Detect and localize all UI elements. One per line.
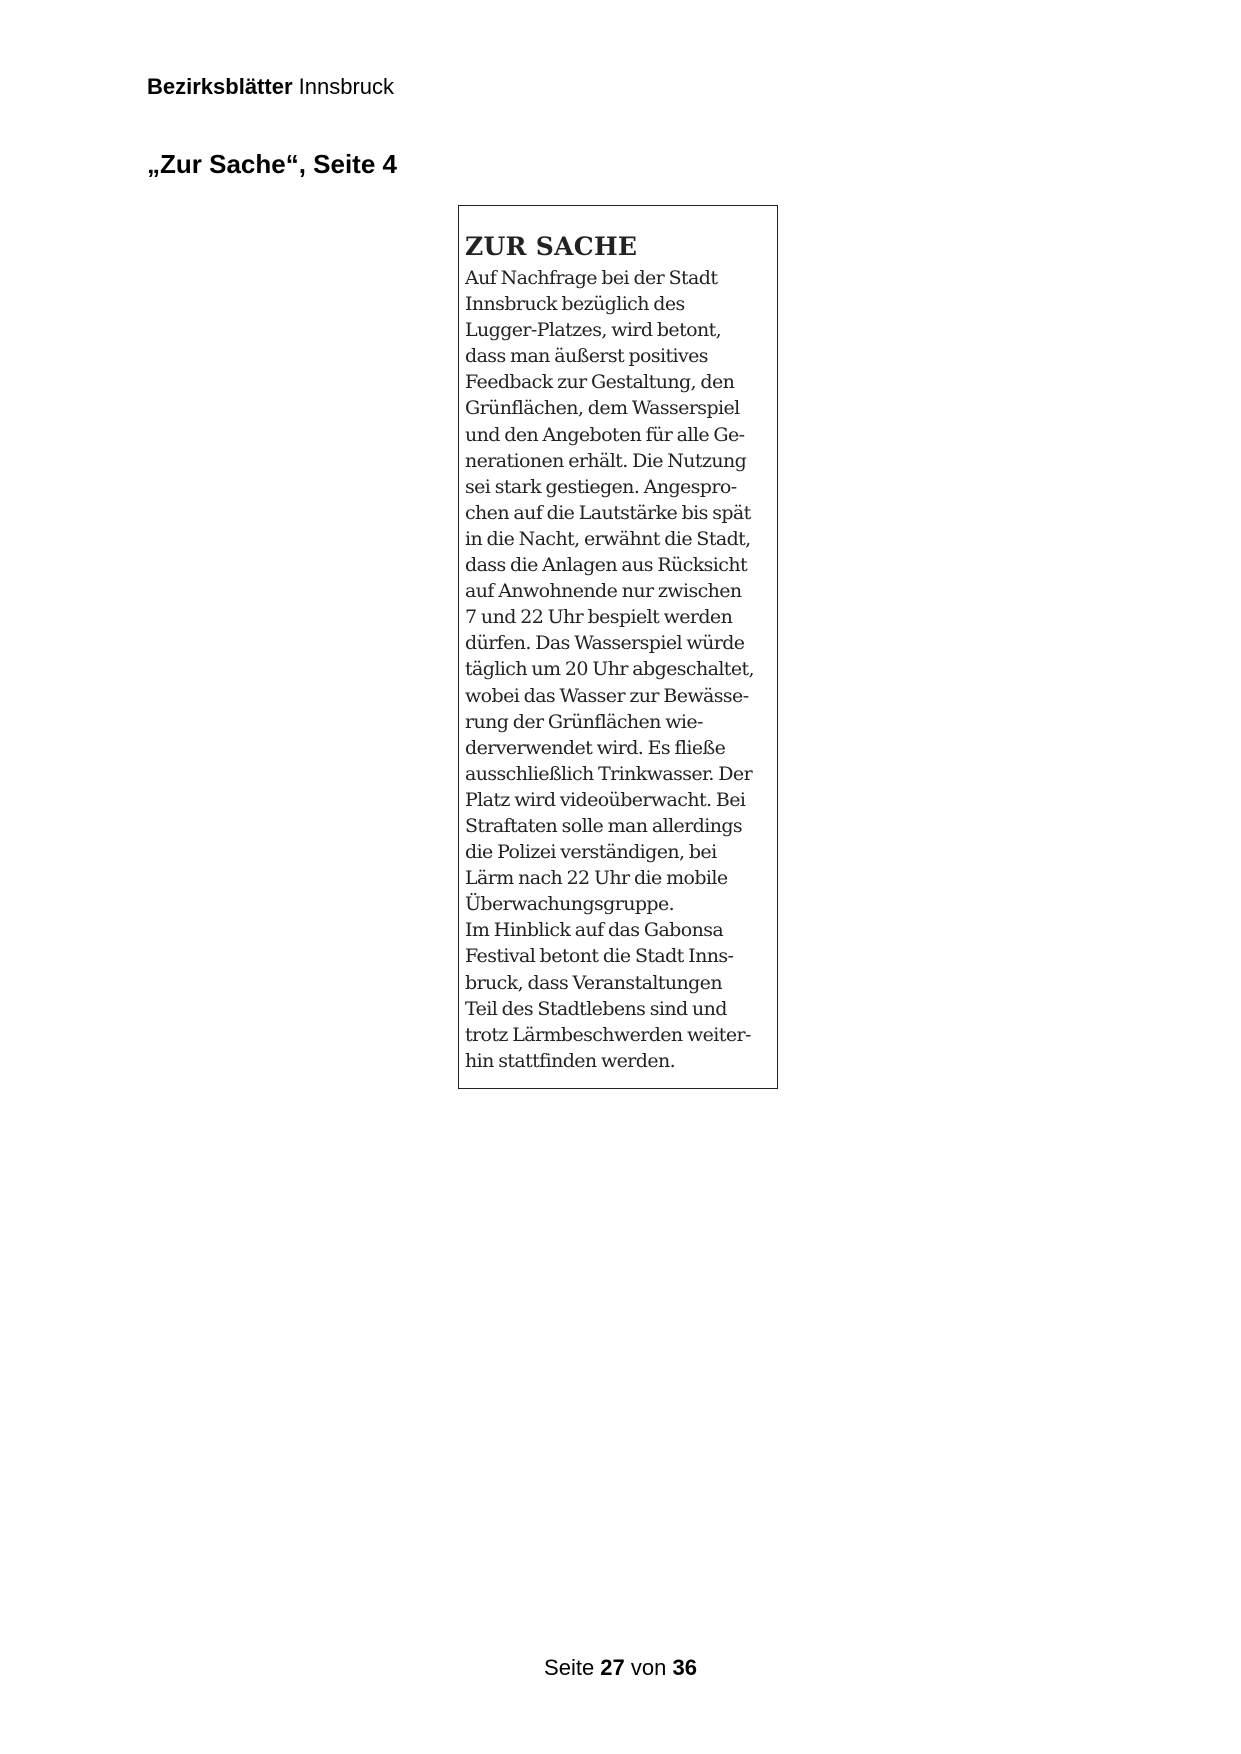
publication-name: Bezirksblätter (147, 74, 293, 99)
clipping-text-line: bruck, dass Veranstaltungen (465, 971, 722, 994)
clipping-text-line: Feedback zur Gestaltung, den (465, 371, 735, 394)
clipping-text-line: Überwachungsgruppe. (465, 893, 675, 916)
clipping-text-line: nerationen erhält. Die Nutzung (465, 449, 747, 472)
page-current: 27 (600, 1655, 625, 1680)
clipping-text-line: dass man äußerst positives (465, 345, 708, 368)
clipping-text-line: die Polizei verständigen, bei (465, 841, 717, 864)
clipping-title: ZUR SACHE (465, 232, 638, 261)
clipping-text-line: Teil des Stadtlebens sind und (465, 997, 727, 1020)
clipping-text-line: Im Hinblick auf das Gabonsa (465, 919, 724, 942)
clipping-text-line: derverwendet wird. Es fließe (465, 736, 726, 759)
clipping-text-line: rung der Grünflächen wie- (465, 710, 703, 733)
clipping-text-line: ausschließlich Trinkwasser. Der (465, 762, 753, 785)
clipping-text-line: Lärm nach 22 Uhr die mobile (465, 867, 728, 890)
clipping-text-line: 7 und 22 Uhr bespielt werden (465, 606, 733, 629)
clipping-text-line: dürfen. Das Wasserspiel würde (465, 632, 745, 655)
clipping-text-line: sei stark gestiegen. Angespro- (465, 475, 737, 498)
clipping-text-line: wobei das Wasser zur Bewässe- (465, 684, 749, 707)
clipping-body (465, 265, 777, 1074)
clipping-text-line: und den Angeboten für alle Ge- (465, 423, 745, 446)
clipping-text-line: Platz wird videoüberwacht. Bei (465, 788, 746, 811)
page-label: Seite (544, 1655, 601, 1680)
clipping-text-line: chen auf die Lautstärke bis spät (465, 501, 751, 524)
clipping-text-line: täglich um 20 Uhr abgeschaltet, (465, 658, 754, 681)
clipping-text-line: auf Anwohnende nur zwischen (465, 580, 742, 603)
page-footer (0, 1655, 1241, 1681)
clipping-text-line: in die Nacht, erwähnt die Stadt, (465, 527, 751, 550)
publication-source (147, 74, 394, 100)
clipping-text-line: Straftaten solle man allerdings (465, 814, 743, 837)
clipping-text-line: Festival betont die Stadt Inns- (465, 945, 734, 968)
clipping-text-line: Lugger-Platzes, wird betont, (465, 319, 722, 342)
article-heading: „Zur Sache“, Seite 4 (147, 149, 397, 179)
clipping-text-line: Auf Nachfrage bei der Stadt (465, 267, 718, 289)
page-total: 36 (672, 1655, 697, 1680)
page-of-label: von (624, 1655, 673, 1680)
clipping-text-line: dass die Anlagen aus Rücksicht (465, 554, 747, 577)
clipping-text-line: Innsbruck bezüglich des (465, 293, 685, 316)
clipping-text-line: hin stattfinden werden. (465, 1049, 676, 1072)
publication-edition: Innsbruck (292, 74, 395, 99)
newspaper-clipping (458, 205, 778, 1089)
clipping-text-line: trotz Lärmbeschwerden weiter- (465, 1023, 751, 1046)
clipping-text-line: Grünflächen, dem Wasserspiel (465, 397, 740, 420)
